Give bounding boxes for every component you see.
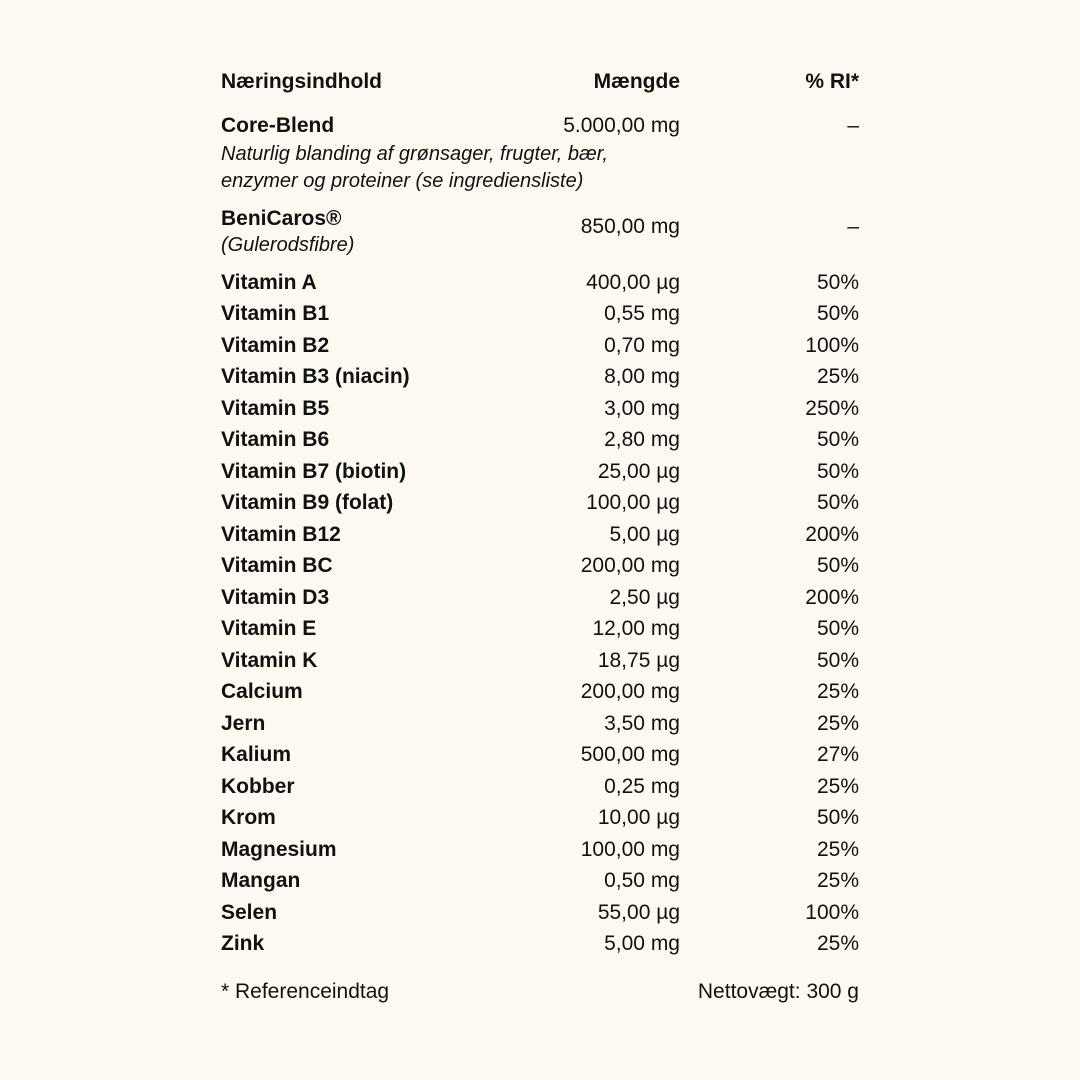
nutrient-name: Vitamin A (221, 270, 317, 294)
table-row (221, 771, 859, 803)
table-row (221, 456, 859, 488)
nutrient-ri: 200% (805, 522, 859, 546)
nutrient-ri: 25% (816, 365, 859, 389)
table-row (221, 488, 859, 520)
nutrient-ri: 25% (816, 869, 859, 893)
benicaros-ri: – (847, 215, 859, 238)
header-ri: % RI* (805, 70, 859, 93)
nutrient-ri: 25% (816, 837, 859, 861)
nutrient-ri: 50% (816, 554, 859, 578)
table-row (221, 834, 859, 866)
table-row (221, 740, 859, 772)
nutrient-name: Vitamin B7 (biotin) (221, 459, 407, 483)
nutrient-name: Vitamin K (221, 648, 318, 672)
nutrient-ri: 50% (816, 806, 859, 830)
nutrient-amount: 0,50 mg (604, 869, 680, 893)
nutrient-name: Vitamin B5 (221, 396, 330, 420)
nutrient-name: Krom (221, 806, 276, 830)
nutrient-amount: 100,00 mg (580, 837, 680, 861)
nutrient-ri: 200% (805, 585, 859, 609)
table-row (221, 393, 859, 425)
nutrient-amount: 3,50 mg (604, 711, 680, 735)
nutrient-amount: 18,75 µg (597, 648, 680, 672)
nutrient-ri: 50% (816, 491, 859, 515)
nutrient-name: Vitamin E (221, 617, 317, 641)
footnote-reference: * Referenceindtag (221, 980, 390, 1003)
nutrient-name: Vitamin B2 (221, 333, 330, 357)
core-blend-row (221, 114, 859, 138)
nutrient-ri: 250% (805, 396, 859, 420)
nutrient-ri: 50% (816, 459, 859, 483)
table-row (221, 929, 859, 961)
nutrient-amount: 0,25 mg (604, 774, 680, 798)
nutrient-ri: 25% (816, 680, 859, 704)
benicaros-sub: (Gulerodsfibre) (221, 234, 355, 256)
core-blend-ri: – (847, 114, 859, 137)
nutrient-amount: 5,00 mg (604, 932, 680, 956)
header-name: Næringsindhold (221, 70, 382, 93)
nutrient-name: Kalium (221, 743, 292, 767)
benicaros-amount: 850,00 mg (580, 215, 680, 238)
table-row (221, 614, 859, 646)
table-row (221, 425, 859, 457)
nutrient-name: Magnesium (221, 837, 337, 861)
nutrient-amount: 2,50 µg (609, 585, 680, 609)
nutrient-ri: 50% (816, 648, 859, 672)
table-row (221, 803, 859, 835)
nutrient-name: Vitamin B1 (221, 302, 330, 326)
table-row (221, 299, 859, 331)
nutrition-table (221, 64, 859, 1004)
table-header (221, 64, 859, 100)
nutrient-name: Vitamin BC (221, 554, 333, 578)
nutrient-amount: 55,00 µg (597, 900, 680, 924)
nutrient-name: Zink (221, 932, 265, 956)
nutrient-amount: 500,00 mg (580, 743, 680, 767)
core-blend-amount: 5.000,00 mg (563, 114, 680, 137)
nutrient-ri: 27% (816, 743, 859, 767)
nutrient-amount: 10,00 µg (597, 806, 680, 830)
table-row (221, 645, 859, 677)
table-row (221, 551, 859, 583)
nutrient-amount: 100,00 µg (586, 491, 680, 515)
nutrient-amount: 5,00 µg (609, 522, 680, 546)
table-footer (221, 980, 859, 1004)
nutrient-name: Kobber (221, 774, 295, 798)
benicaros-name-cell (221, 205, 541, 259)
nutrient-amount: 3,00 mg (604, 396, 680, 420)
table-row (221, 866, 859, 898)
nutrient-name: Vitamin B6 (221, 428, 330, 452)
nutrient-name: Vitamin D3 (221, 585, 330, 609)
benicaros-name: BeniCaros® (221, 207, 342, 230)
nutrient-name: Calcium (221, 680, 303, 704)
nutrient-amount: 400,00 µg (586, 270, 680, 294)
nutrient-rows (221, 267, 859, 960)
nutrient-amount: 8,00 mg (604, 365, 680, 389)
nutrient-ri: 50% (816, 617, 859, 641)
nutrient-ri: 100% (805, 900, 859, 924)
nutrient-amount: 25,00 µg (597, 459, 680, 483)
nutrient-name: Vitamin B12 (221, 522, 341, 546)
core-blend-name: Core-Blend (221, 114, 335, 137)
header-amount: Mængde (593, 70, 680, 93)
table-row (221, 519, 859, 551)
core-blend-description: Naturlig blanding af grønsager, frugter, bær, enzymer og proteiner (se ingrediensliste) (221, 143, 608, 192)
nutrient-name: Jern (221, 711, 266, 735)
nutrient-name: Vitamin B3 (niacin) (221, 365, 410, 389)
nutrient-ri: 25% (816, 774, 859, 798)
nutrient-ri: 50% (816, 302, 859, 326)
nutrient-ri: 25% (816, 932, 859, 956)
table-row (221, 897, 859, 929)
nutrient-amount: 0,70 mg (604, 333, 680, 357)
nutrient-amount: 0,55 mg (604, 302, 680, 326)
nutrient-ri: 50% (816, 270, 859, 294)
table-row (221, 330, 859, 362)
nutrient-ri: 25% (816, 711, 859, 735)
nutrient-amount: 12,00 mg (592, 617, 680, 641)
table-row (221, 582, 859, 614)
nutrient-name: Mangan (221, 869, 301, 893)
benicaros-row (221, 205, 859, 259)
core-blend-block (221, 114, 859, 195)
nutrient-ri: 100% (805, 333, 859, 357)
table-row (221, 677, 859, 709)
table-row (221, 362, 859, 394)
nutrient-amount: 2,80 mg (604, 428, 680, 452)
net-weight: Nettovægt: 300 g (697, 980, 859, 1003)
nutrient-ri: 50% (816, 428, 859, 452)
table-row (221, 708, 859, 740)
nutrient-name: Vitamin B9 (folat) (221, 491, 394, 515)
table-row (221, 267, 859, 299)
nutrient-amount: 200,00 mg (580, 680, 680, 704)
nutrient-amount: 200,00 mg (580, 554, 680, 578)
nutrient-name: Selen (221, 900, 278, 924)
